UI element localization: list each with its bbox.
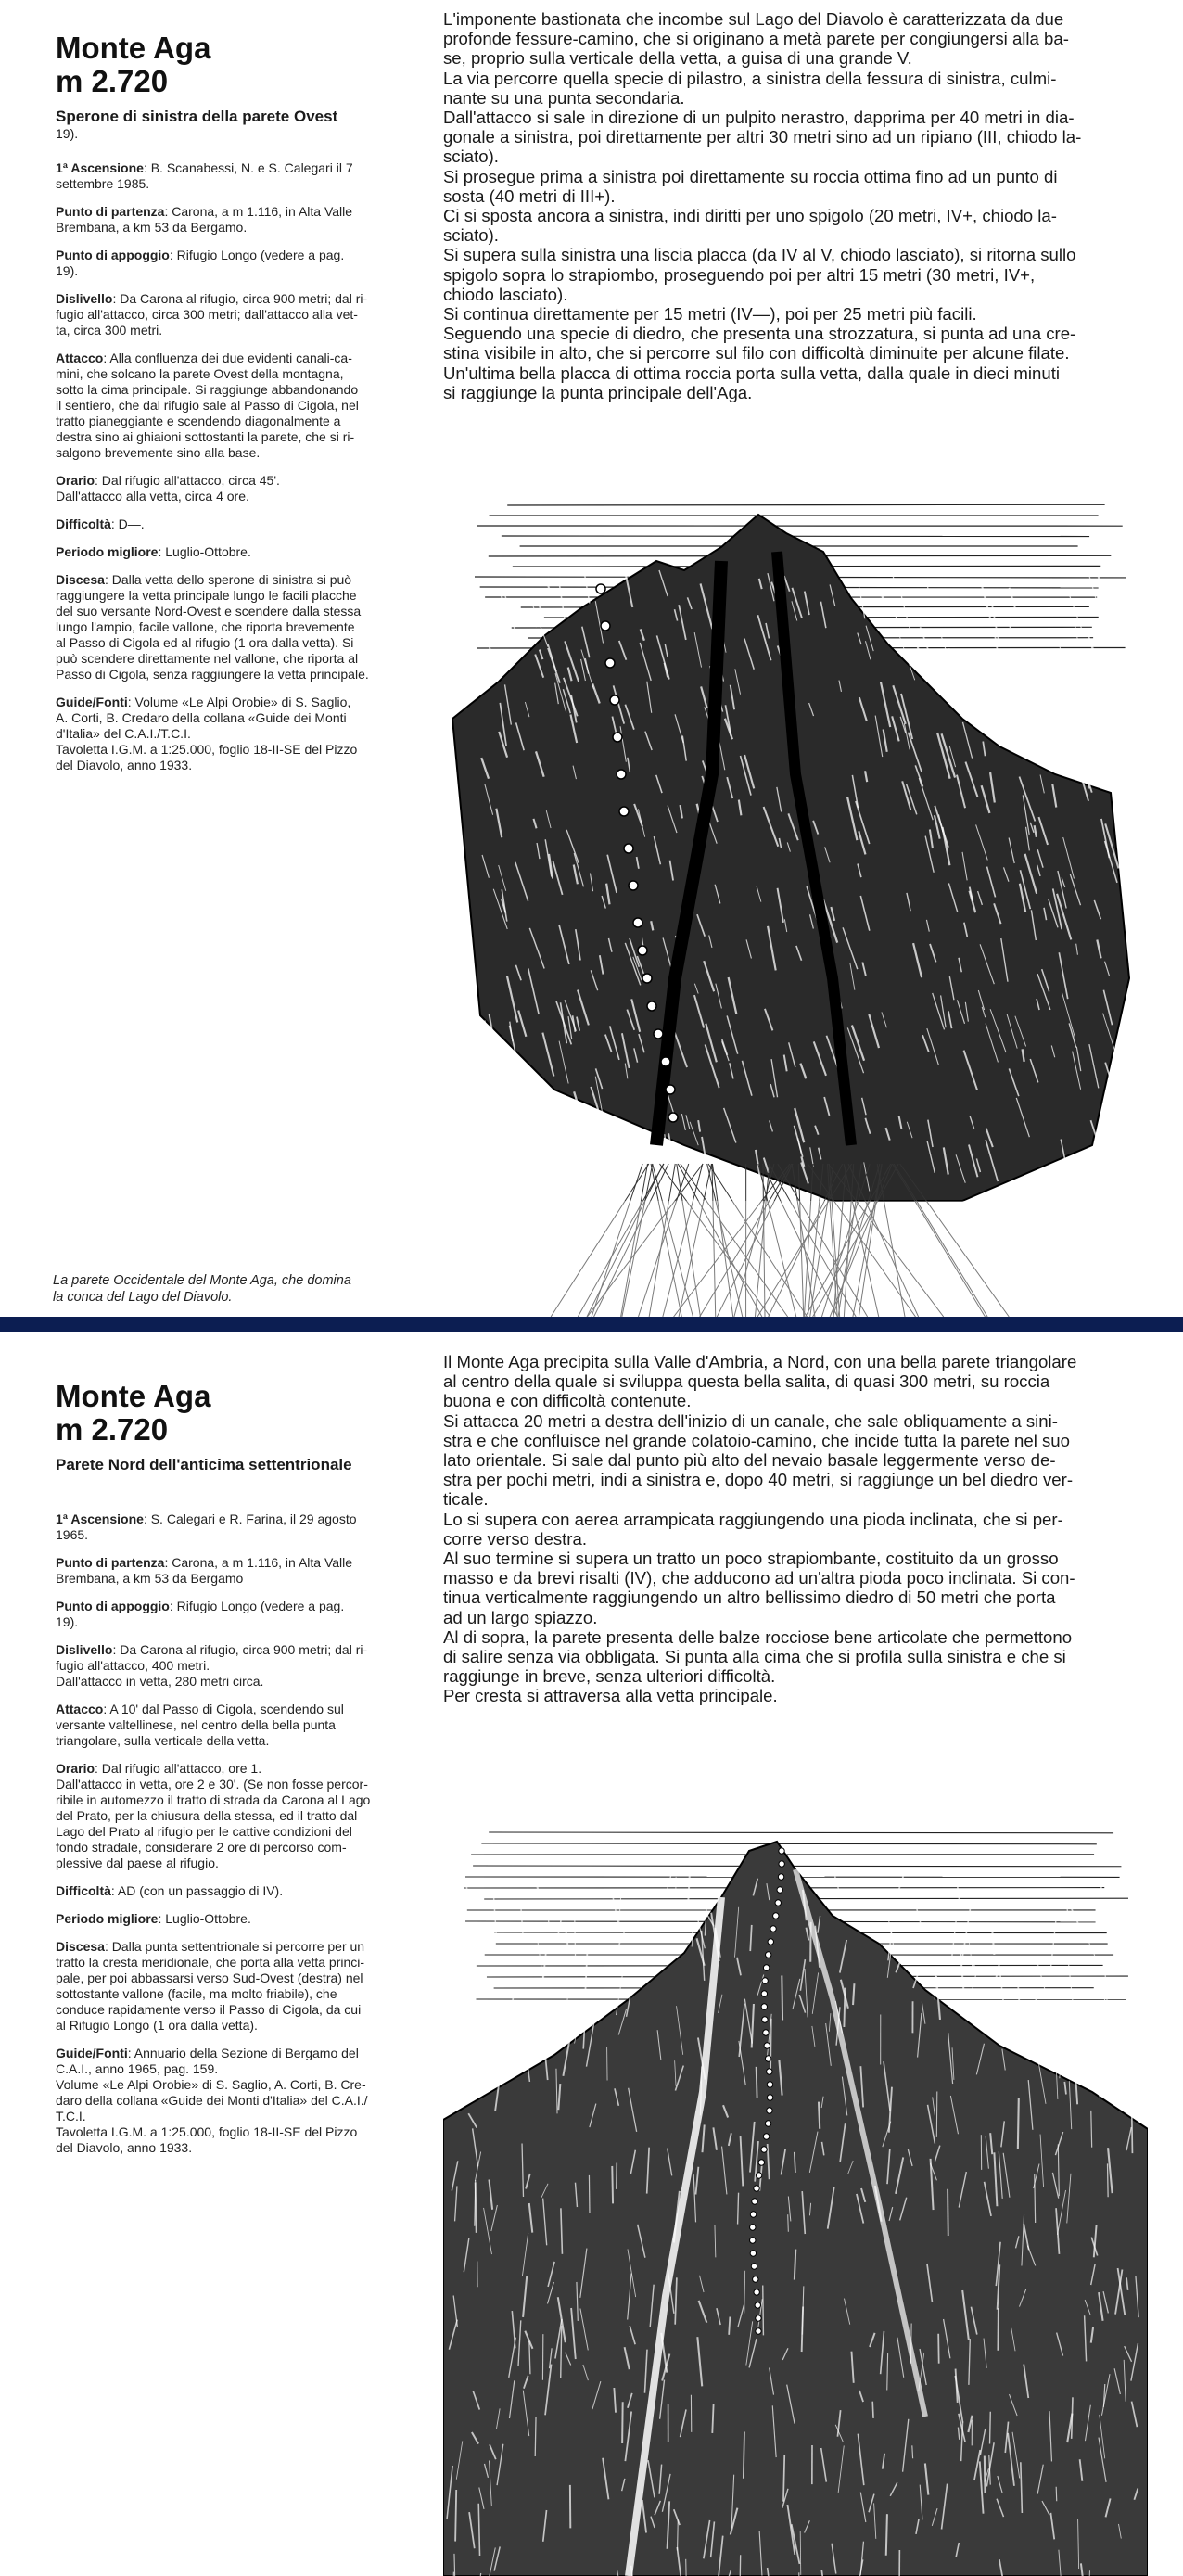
info-text: : Dalla vetta dello sperone di sinistra si può bbox=[104, 572, 352, 587]
caption-line-1: La parete Occidentale del Monte Aga, che domina bbox=[53, 1273, 351, 1288]
info-label: Discesa bbox=[56, 572, 105, 587]
info-line bbox=[56, 516, 413, 532]
info-line bbox=[56, 1840, 413, 1855]
info-label: Guide/Fonti bbox=[56, 2046, 128, 2060]
info-line bbox=[56, 1986, 413, 2002]
info-line bbox=[56, 1555, 413, 1571]
info-label: Guide/Fonti bbox=[56, 695, 128, 709]
info-line bbox=[56, 604, 413, 619]
info-line bbox=[56, 1939, 413, 1955]
info-text: del Diavolo, anno 1933. bbox=[56, 758, 193, 772]
info-text: plessive dal paese al rifugio. bbox=[56, 1855, 219, 1870]
description-line: nante su una punta secondaria. bbox=[443, 87, 685, 108]
info-line bbox=[56, 1911, 413, 1927]
title-mountain-name: Monte Aga bbox=[56, 31, 211, 65]
info-line bbox=[56, 1599, 413, 1614]
info-line bbox=[56, 1824, 413, 1840]
description-line: Al di sopra, la parete presenta delle balze rocciose bene articolate che permettono bbox=[443, 1626, 1073, 1647]
description-line: stra e che confluisce nel grande colatoio-camino, che incide tutta la parete nel suo bbox=[443, 1430, 1070, 1450]
title-altitude: m 2.720 bbox=[56, 1412, 169, 1447]
info-block bbox=[56, 1642, 413, 1690]
info-block bbox=[56, 248, 413, 279]
info-block bbox=[56, 473, 413, 504]
description-line: Si continua direttamente per 15 metri (IV—), poi per 25 metri più facili. bbox=[443, 304, 977, 325]
info-label: Attacco bbox=[56, 351, 104, 365]
info-line bbox=[56, 1717, 413, 1733]
info-text: : Dalla punta settentrionale si percorre per un bbox=[104, 1939, 365, 1954]
info-line bbox=[56, 1777, 413, 1792]
info-line bbox=[56, 1511, 413, 1527]
description-line: Dall'attacco si sale in direzione di un pulpito nerastro, dapprima per 40 metri in dia- bbox=[443, 108, 1075, 128]
info-line bbox=[56, 726, 413, 742]
info-text: settembre 1985. bbox=[56, 176, 150, 191]
info-line bbox=[56, 2093, 413, 2109]
info-text: conduce rapidamente verso il Passo di Cigola, da cui bbox=[56, 2002, 362, 2017]
info-block bbox=[56, 1555, 413, 1587]
description-line: Seguendo una specie di diedro, che presenta una strozzatura, si punta ad una cre- bbox=[443, 324, 1076, 344]
info-line bbox=[56, 323, 413, 338]
description-line: stina visibile in alto, che si percorre sul filo con difficoltà diminuite per alcune filate. bbox=[443, 343, 1070, 363]
description-line: L'imponente bastionata che incombe sul Lago del Diavolo è caratterizzata da due bbox=[443, 9, 1064, 29]
info-label: 1ª Ascensione bbox=[56, 160, 144, 175]
info-block bbox=[56, 1599, 413, 1630]
info-label: Periodo migliore bbox=[56, 544, 159, 559]
info-block bbox=[56, 160, 413, 192]
info-text: ta, circa 300 metri. bbox=[56, 323, 163, 338]
info-line bbox=[56, 667, 413, 682]
info-line bbox=[56, 204, 413, 220]
description-line: sciato). bbox=[443, 147, 499, 167]
info-line bbox=[56, 651, 413, 667]
info-text: tratto la cresta meridionale, che porta alla vetta princi- bbox=[56, 1955, 365, 1970]
route-info-list bbox=[56, 1511, 413, 2156]
info-line bbox=[56, 473, 413, 489]
info-line bbox=[56, 1642, 413, 1658]
info-line bbox=[56, 291, 413, 307]
description-line: al centro della quale si sviluppa questa bella salita, di quasi 300 metri, su roccia bbox=[443, 1371, 1050, 1392]
info-line bbox=[56, 635, 413, 651]
info-text: : Alla confluenza dei due evidenti canali-ca- bbox=[103, 351, 352, 365]
info-line bbox=[56, 2002, 413, 2018]
info-line bbox=[56, 1808, 413, 1824]
info-label: 1ª Ascensione bbox=[56, 1511, 144, 1526]
info-text: : Carona, a m 1.116, in Alta Valle bbox=[164, 1555, 353, 1570]
info-text: versante valtellinese, nel centro della bella punta bbox=[56, 1717, 336, 1732]
info-text: : Annuario della Sezione di Bergamo del bbox=[127, 2046, 359, 2060]
info-line bbox=[56, 758, 413, 773]
info-text: tratto pianeggiante e scendendo diagonalmente a bbox=[56, 414, 341, 428]
info-line bbox=[56, 2109, 413, 2124]
description-line: di salire senza via obbligata. Si punta alla cima che si profila sulla sinistra e che si bbox=[443, 1647, 1066, 1667]
info-text: destra sino ai ghiaioni sottostanti la parete, che si ri- bbox=[56, 429, 355, 444]
info-line bbox=[56, 2140, 413, 2156]
info-text: : AD (con un passaggio di IV). bbox=[110, 1883, 284, 1898]
info-line bbox=[56, 710, 413, 726]
route-info-column bbox=[56, 32, 413, 785]
info-line bbox=[56, 366, 413, 382]
info-text: può scendere direttamente nel vallone, che riporta al bbox=[56, 651, 359, 666]
info-label: Periodo migliore bbox=[56, 1911, 159, 1926]
info-line bbox=[56, 2124, 413, 2140]
info-text: : D—. bbox=[110, 516, 145, 531]
north-face-drawing bbox=[443, 1814, 1148, 2576]
info-line bbox=[56, 398, 413, 414]
info-line bbox=[56, 1674, 413, 1690]
info-line bbox=[56, 1883, 413, 1899]
info-block bbox=[56, 1761, 413, 1871]
info-text: Dall'attacco in vetta, 280 metri circa. bbox=[56, 1674, 264, 1689]
info-text: al Rifugio Longo (1 ora dalla vetta). bbox=[56, 2018, 258, 2033]
info-block bbox=[56, 1939, 413, 2034]
title-mountain-name: Monte Aga bbox=[56, 1379, 211, 1413]
info-text: : Carona, a m 1.116, in Alta Valle bbox=[164, 204, 353, 219]
info-text: Volume «Le Alpi Orobie» di S. Saglio, A. Corti, B. Cre- bbox=[56, 2077, 366, 2092]
description-line: masso e da brevi risalti (IV), che adducono ad un'altra pioda poco inclinata. Si con- bbox=[443, 1568, 1075, 1588]
info-block bbox=[56, 695, 413, 773]
info-line bbox=[56, 572, 413, 588]
info-text: Dall'attacco in vetta, ore 2 e 30'. (Se non fosse percor- bbox=[56, 1777, 368, 1792]
info-line bbox=[56, 1702, 413, 1717]
info-label: Dislivello bbox=[56, 291, 113, 306]
info-line bbox=[56, 307, 413, 323]
info-text: il sentiero, che dal rifugio sale al Passo di Cigola, nel bbox=[56, 398, 359, 413]
info-label: Punto di partenza bbox=[56, 204, 165, 219]
info-text: : Rifugio Longo (vedere a pag. bbox=[169, 1599, 345, 1613]
info-line bbox=[56, 1733, 413, 1749]
caption-line-2: la conca del Lago del Diavolo. bbox=[53, 1290, 233, 1305]
info-label: Attacco bbox=[56, 1702, 104, 1716]
description-line: raggiunge in breve, senza ulteriori difficoltà. bbox=[443, 1666, 776, 1687]
info-text: Lago del Prato al rifugio per le cattive condizioni del bbox=[56, 1824, 352, 1839]
info-text: : Luglio-Ottobre. bbox=[158, 544, 251, 559]
info-label: Difficoltà bbox=[56, 1883, 111, 1898]
info-block bbox=[56, 1883, 413, 1899]
info-label: Punto di partenza bbox=[56, 1555, 165, 1570]
description-line: corre verso destra. bbox=[443, 1528, 588, 1549]
info-line bbox=[56, 2018, 413, 2034]
info-text: Tavoletta I.G.M. a 1:25.000, foglio 18-II-SE del Pizzo bbox=[56, 742, 358, 757]
info-label: Punto di appoggio bbox=[56, 248, 170, 262]
info-text: lungo l'ampio, facile vallone, che riporta brevemente bbox=[56, 619, 355, 634]
description-line: se, proprio sulla verticale della vetta, a guisa di una grande V. bbox=[443, 48, 912, 69]
info-block bbox=[56, 1511, 413, 1543]
info-line bbox=[56, 2061, 413, 2077]
info-block bbox=[56, 1702, 413, 1749]
info-line bbox=[56, 263, 413, 279]
description-line: buona e con difficoltà contenute. bbox=[443, 1391, 692, 1411]
description-line: lato orientale. Si sale dal punto più alto del nevaio basale leggermente verso de- bbox=[443, 1450, 1056, 1471]
info-line bbox=[56, 489, 413, 504]
page-reference: 19). bbox=[56, 126, 79, 141]
route-subtitle: Parete Nord dell'anticima settentrionale bbox=[56, 1456, 352, 1473]
info-text: Brembana, a km 53 da Bergamo bbox=[56, 1571, 244, 1586]
description-line: Ci si sposta ancora a sinistra, indi diritti per uno spigolo (20 metri, IV+, chiodo la- bbox=[443, 206, 1057, 226]
page-separator bbox=[0, 1317, 1183, 1332]
description-line: ad un largo spiazzo. bbox=[443, 1607, 598, 1627]
info-text: : Luglio-Ottobre. bbox=[158, 1911, 251, 1926]
info-line bbox=[56, 695, 413, 710]
info-text: daro della collana «Guide dei Monti d'Italia» del C.A.I./ bbox=[56, 2093, 368, 2108]
description-line: Un'ultima bella placca di ottima roccia porta sulla vetta, dalla quale in dieci minuti bbox=[443, 363, 1060, 383]
mountain-illustration-west-face bbox=[443, 496, 1148, 1317]
info-line bbox=[56, 1571, 413, 1587]
info-block bbox=[56, 516, 413, 532]
info-text: : Dal rifugio all'attacco, ore 1. bbox=[95, 1761, 262, 1776]
info-block bbox=[56, 1911, 413, 1927]
info-text: C.A.I., anno 1965, pag. 159. bbox=[56, 2061, 219, 2076]
info-text: al Passo di Cigola ed al rifugio (1 ora dalla vetta). Si bbox=[56, 635, 354, 650]
info-line bbox=[56, 1658, 413, 1674]
description-line: Si attacca 20 metri a destra dell'inizio di un canale, che sale obliquamente a sini- bbox=[443, 1410, 1058, 1431]
mountain-illustration-north-face bbox=[443, 1814, 1148, 2576]
info-text: T.C.I. bbox=[56, 2109, 86, 2123]
info-text: sotto la cima principale. Si raggiunge abbandonando bbox=[56, 382, 359, 397]
info-line bbox=[56, 220, 413, 236]
info-text: : Volume «Le Alpi Orobie» di S. Saglio, bbox=[127, 695, 351, 709]
info-line bbox=[56, 1761, 413, 1777]
info-line bbox=[56, 619, 413, 635]
description-line: Si supera sulla sinistra una liscia placca (da IV al V, chiodo lasciato), si ritorna sullo bbox=[443, 245, 1076, 265]
info-text: fondo stradale, considerare 2 ore di percorso com- bbox=[56, 1840, 347, 1855]
info-line bbox=[56, 1855, 413, 1871]
info-line bbox=[56, 445, 413, 461]
description-line: Al suo termine si supera un tratto un poco strapiombante, costituito da un grosso bbox=[443, 1549, 1059, 1569]
description-line: Si prosegue prima a sinistra poi direttamente su roccia ottima fino ad un punto di bbox=[443, 166, 1058, 186]
description-line: La via percorre quella specie di pilastro, a sinistra della fessura di sinistra, culmi- bbox=[443, 68, 1057, 88]
info-block bbox=[56, 572, 413, 682]
info-text: raggiungere la vetta principale lungo le facili placche bbox=[56, 588, 357, 603]
description-line: chiodo lasciato). bbox=[443, 284, 568, 304]
info-label: Dislivello bbox=[56, 1642, 113, 1657]
info-line bbox=[56, 351, 413, 366]
info-block bbox=[56, 204, 413, 236]
description-line: sciato). bbox=[443, 225, 499, 246]
info-text: del Diavolo, anno 1933. bbox=[56, 2140, 193, 2155]
info-text: A. Corti, B. Credaro della collana «Guide dei Monti bbox=[56, 710, 347, 725]
info-text: del Prato, per la chiusura della stessa, ed il tratto dal bbox=[56, 1808, 358, 1823]
page-title bbox=[56, 32, 413, 98]
info-text: : Da Carona al rifugio, circa 900 metri; dal ri- bbox=[112, 1642, 368, 1657]
info-block bbox=[56, 544, 413, 560]
info-text: : Da Carona al rifugio, circa 900 metri; dal ri- bbox=[112, 291, 368, 306]
info-text: triangolare, sulla verticale della vetta. bbox=[56, 1733, 270, 1748]
info-line bbox=[56, 1970, 413, 1986]
info-text: Passo di Cigola, senza raggiungere la vetta principale. bbox=[56, 667, 369, 682]
route-description bbox=[443, 1352, 1118, 1706]
info-line bbox=[56, 1955, 413, 1970]
description-line: Per cresta si attraversa alla vetta principale. bbox=[443, 1686, 778, 1706]
info-text: mini, che solcano la parete Ovest della montagna, bbox=[56, 366, 344, 381]
info-text: : S. Calegari e R. Farina, il 29 agosto bbox=[143, 1511, 357, 1526]
info-text: : Dal rifugio all'attacco, circa 45'. bbox=[95, 473, 280, 488]
info-line bbox=[56, 160, 413, 176]
info-label: Orario bbox=[56, 1761, 95, 1776]
route-subtitle: Sperone di sinistra della parete Ovest bbox=[56, 108, 338, 125]
west-face-drawing bbox=[443, 496, 1148, 1317]
info-text: Tavoletta I.G.M. a 1:25.000, foglio 18-II-SE del Pizzo bbox=[56, 2124, 358, 2139]
info-text: del suo versante Nord-Ovest e scendere dalla stessa bbox=[56, 604, 362, 618]
description-line: Lo si supera con aerea arrampicata raggiungendo una pioda inclinata, che si per- bbox=[443, 1509, 1063, 1529]
description-line: profonde fessure-camino, che si originano a metà parete per congiungersi alla ba- bbox=[443, 29, 1069, 49]
description-line: Il Monte Aga precipita sulla Valle d'Ambria, a Nord, con una bella parete triangolare bbox=[443, 1352, 1077, 1371]
info-block bbox=[56, 351, 413, 461]
info-line bbox=[56, 742, 413, 758]
description-line: spigolo sopra lo strapiombo, proseguendo poi per altri 15 metri (30 metri, IV+, bbox=[443, 264, 1036, 285]
info-label: Discesa bbox=[56, 1939, 105, 1954]
info-label: Punto di appoggio bbox=[56, 1599, 170, 1613]
info-text: fugio all'attacco, 400 metri. bbox=[56, 1658, 210, 1673]
description-line: sosta (40 metri di III+). bbox=[443, 185, 616, 206]
description-line: ticale. bbox=[443, 1489, 489, 1510]
info-line bbox=[56, 2046, 413, 2061]
info-text: sottostante vallone (facile, ma molto friabile), che bbox=[56, 1986, 337, 2001]
info-text: 1965. bbox=[56, 1527, 89, 1542]
description-line: stra per pochi metri, indi a sinistra e, dopo 40 metri, si raggiunge un bel diedro ver- bbox=[443, 1470, 1074, 1490]
info-text: : A 10' dal Passo di Cigola, scendendo sul bbox=[103, 1702, 344, 1716]
illustration-caption bbox=[53, 1272, 414, 1306]
description-line: gonale a sinistra, poi direttamente per altri 30 metri sino ad un ripiano (III, chiodo la- bbox=[443, 127, 1082, 147]
info-line bbox=[56, 176, 413, 192]
info-line bbox=[56, 1792, 413, 1808]
info-text: : Rifugio Longo (vedere a pag. bbox=[169, 248, 345, 262]
info-text: 19). bbox=[56, 263, 79, 278]
info-line bbox=[56, 382, 413, 398]
info-line bbox=[56, 414, 413, 429]
info-text: pale, per poi abbassarsi verso Sud-Ovest (destra) nel bbox=[56, 1970, 363, 1985]
info-line bbox=[56, 1614, 413, 1630]
info-label: Orario bbox=[56, 473, 95, 488]
title-altitude: m 2.720 bbox=[56, 64, 169, 98]
info-line bbox=[56, 588, 413, 604]
route-info-column bbox=[56, 1380, 413, 2168]
route-info-list bbox=[56, 160, 413, 773]
page-north-face bbox=[0, 1332, 1183, 2576]
info-text: Dall'attacco alla vetta, circa 4 ore. bbox=[56, 489, 249, 504]
info-text: : B. Scanabessi, N. e S. Calegari il 7 bbox=[143, 160, 353, 175]
info-text: ribile in automezzo il tratto di strada da Carona al Lago bbox=[56, 1792, 371, 1807]
info-line bbox=[56, 544, 413, 560]
info-text: 19). bbox=[56, 1614, 79, 1629]
info-text: d'Italia» del C.A.I./T.C.I. bbox=[56, 726, 191, 741]
route-description bbox=[443, 9, 1118, 402]
info-line bbox=[56, 1527, 413, 1543]
info-line bbox=[56, 2077, 413, 2093]
description-line: tinua verticalmente raggiungendo un altro bellissimo diedro di 50 metri che porta bbox=[443, 1588, 1056, 1608]
info-text: salgono brevemente sino alla base. bbox=[56, 445, 261, 460]
info-text: Brembana, a km 53 da Bergamo. bbox=[56, 220, 248, 235]
info-line bbox=[56, 248, 413, 263]
page-title bbox=[56, 1380, 413, 1447]
info-line bbox=[56, 429, 413, 445]
info-text: fugio all'attacco, circa 300 metri; dall'attacco alla vet- bbox=[56, 307, 358, 322]
description-line: si raggiunge la punta principale dell'Aga. bbox=[443, 382, 753, 402]
info-label: Difficoltà bbox=[56, 516, 111, 531]
info-block bbox=[56, 291, 413, 338]
info-block bbox=[56, 2046, 413, 2156]
